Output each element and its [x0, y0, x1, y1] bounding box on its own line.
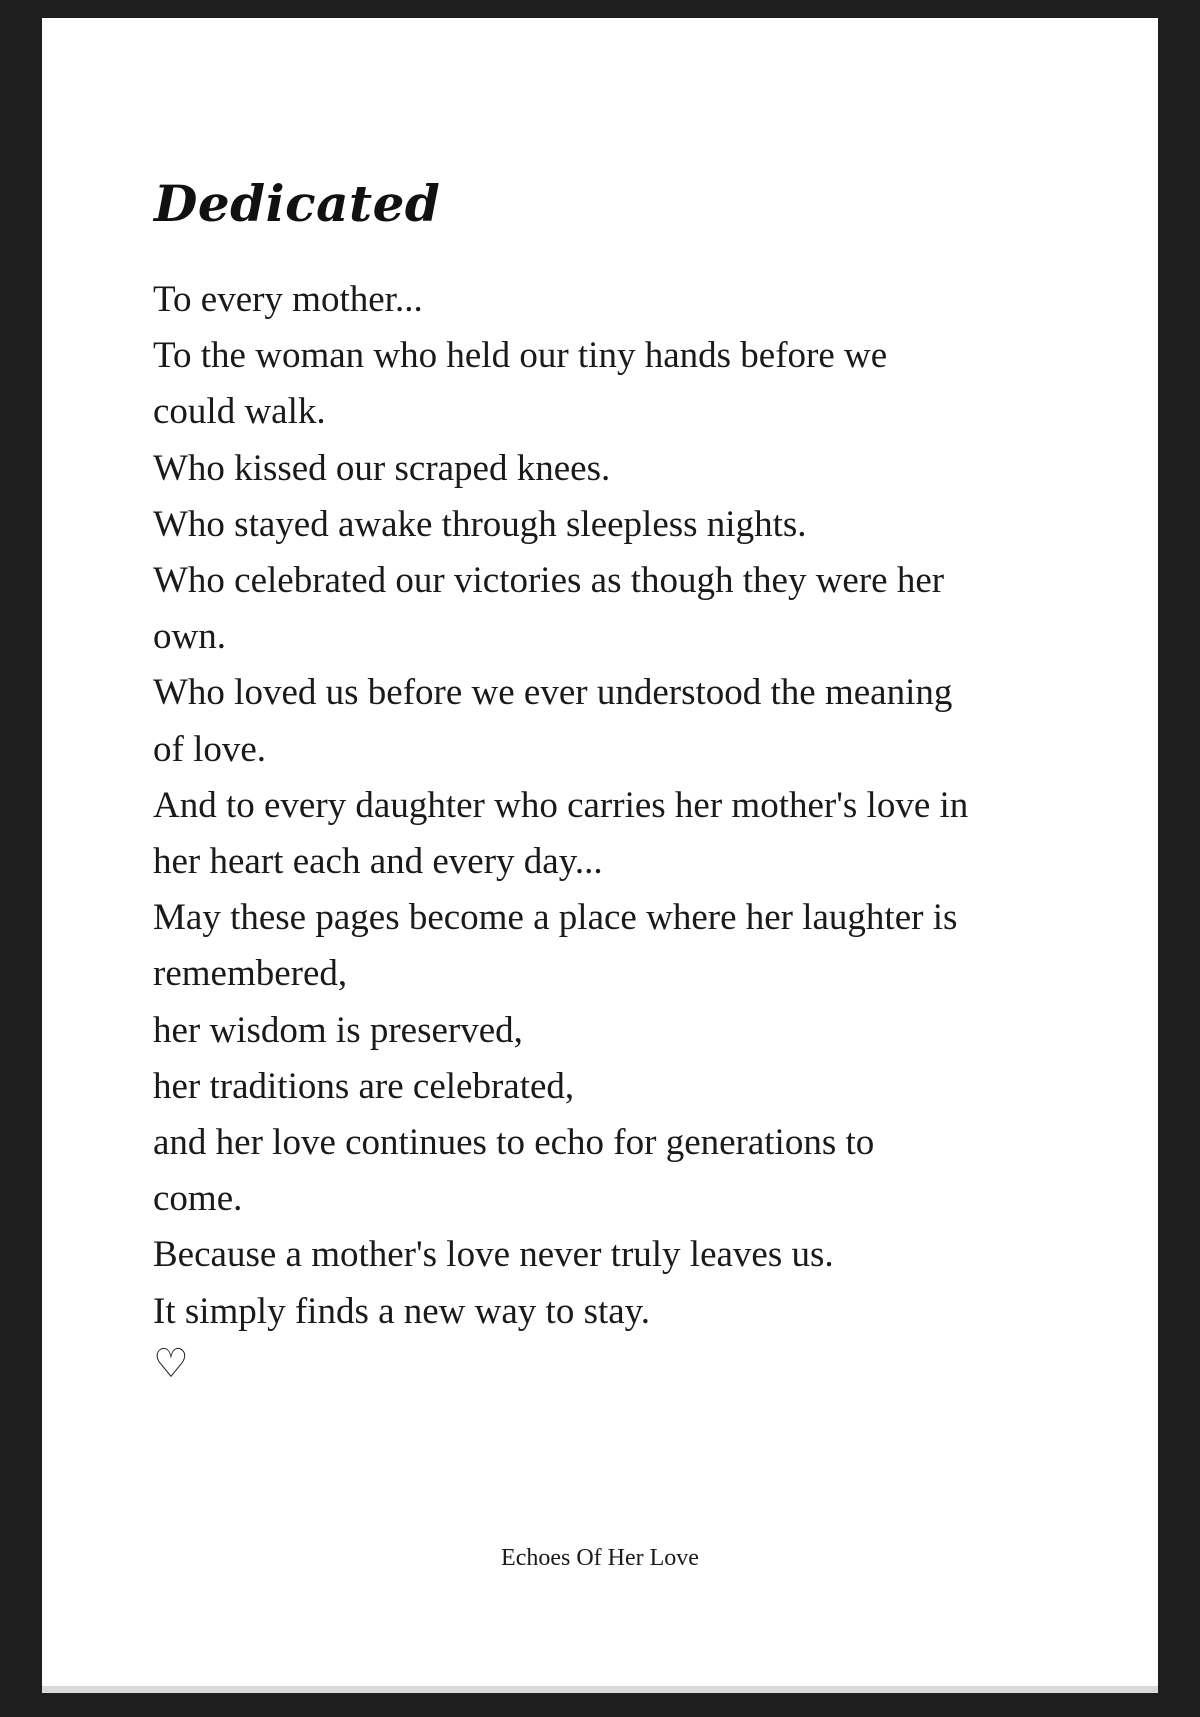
dedication-line: her traditions are celebrated, [153, 1065, 575, 1107]
dedication-line: her wisdom is preserved, [153, 1009, 523, 1051]
dedication-line: own. [153, 616, 226, 658]
dedication-line: come. [153, 1178, 243, 1220]
dedication-line: Who loved us before we ever understood the meaning [153, 672, 953, 714]
dedication-line: remembered, [153, 953, 348, 995]
page-title: Dedicated [154, 174, 441, 233]
dedication-line: It simply finds a new way to stay. [153, 1290, 651, 1332]
dedication-line: Who stayed awake through sleepless nights. [153, 503, 807, 545]
dedication-line: and her love continues to echo for generations to [153, 1122, 875, 1164]
dedication-line: her heart each and every day... [153, 841, 603, 883]
dedication-line: Who celebrated our victories as though they were her [153, 560, 945, 602]
heart-outline-icon: ♡ [153, 1341, 189, 1387]
dedication-line: Because a mother's love never truly leaves us. [153, 1234, 834, 1276]
dedication-line: To the woman who held our tiny hands before we [153, 335, 888, 377]
book-title-footer: Echoes Of Her Love [501, 1545, 699, 1571]
dedication-text [153, 272, 1073, 1340]
dedication-line: And to every daughter who carries her mother's love in [153, 784, 969, 826]
dedication-line: May these pages become a place where her laughter is [153, 897, 958, 939]
dedication-line: To every mother... [153, 279, 423, 320]
page-bottom-edge [42, 1686, 1158, 1693]
dedication-line: could walk. [153, 391, 326, 433]
document-page [42, 18, 1158, 1686]
dedication-line: Who kissed our scraped knees. [153, 447, 611, 489]
dedication-line: of love. [153, 728, 267, 770]
